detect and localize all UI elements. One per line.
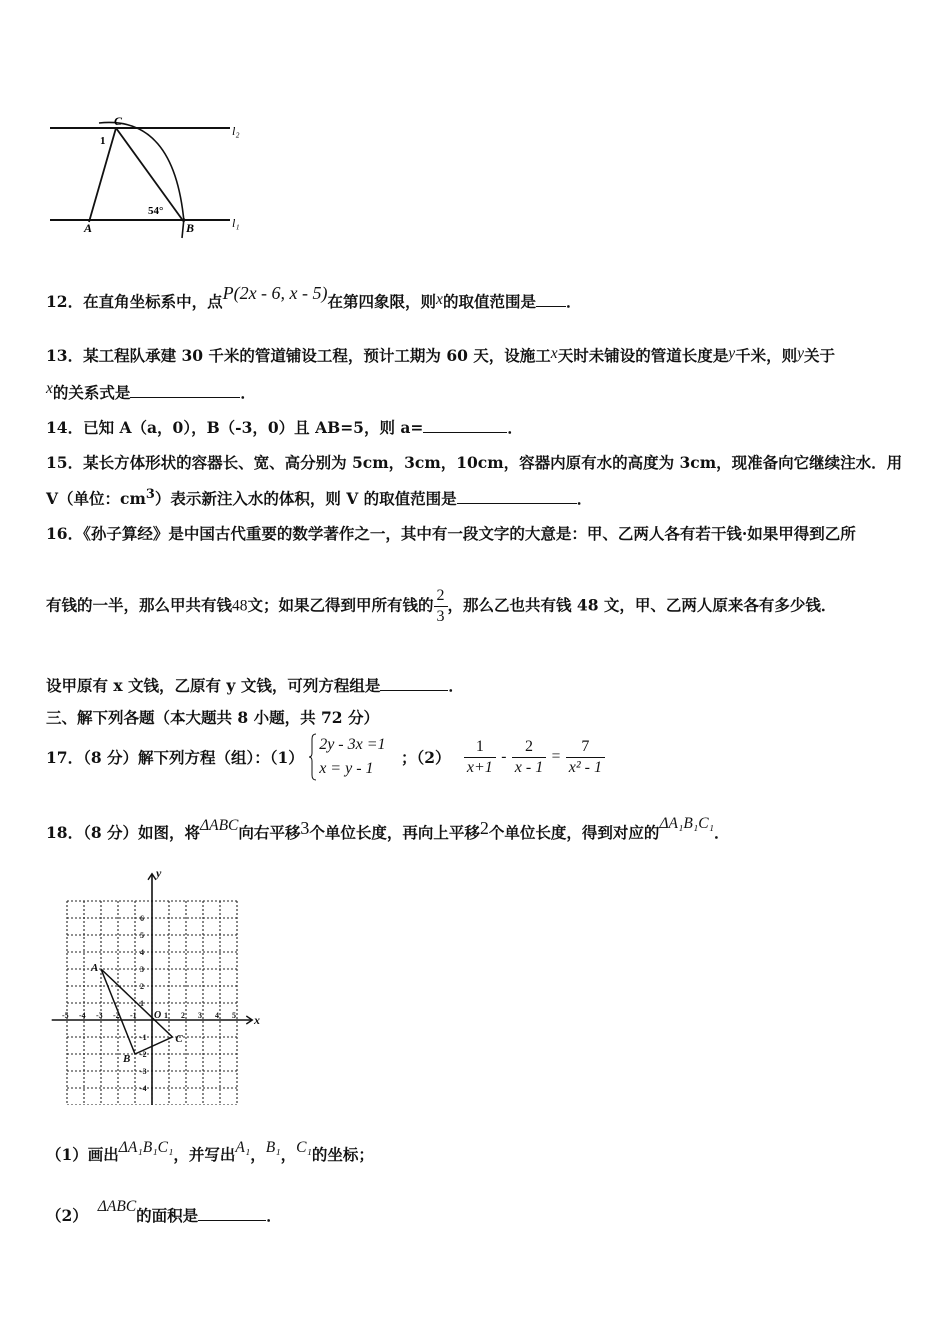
x-tick-label: -4 xyxy=(79,1011,86,1020)
minus-sign: - xyxy=(501,748,507,765)
q16-l2a: 有钱的一半，那么甲共有钱 xyxy=(46,595,233,615)
q18-c: 个单位长度，再向上平移 xyxy=(309,823,480,842)
equation-system xyxy=(309,733,385,781)
y-tick-label: 6 xyxy=(140,914,144,923)
system-eq-1: 2y - 3x =1 xyxy=(319,736,386,753)
q12-tail: 的取值范围是 xyxy=(442,292,536,311)
answer-blank[interactable] xyxy=(130,383,240,398)
q13-end: ． xyxy=(240,383,256,402)
f1-den: x+1 xyxy=(466,758,493,776)
q18-2-b: 的面积是 xyxy=(136,1206,199,1225)
question-12 xyxy=(46,283,582,312)
q12-end: ． xyxy=(565,292,582,311)
q18-a: 18．（8 分）如图，将 xyxy=(46,823,201,842)
answer-blank[interactable] xyxy=(536,292,566,307)
y-tick-label: 1 xyxy=(140,999,144,1008)
question-16-line3 xyxy=(46,674,464,696)
question-18-part-2 xyxy=(46,1198,282,1226)
answer-blank[interactable] xyxy=(198,1206,266,1221)
q18-1-a: （1）画出 xyxy=(46,1145,119,1164)
question-18 xyxy=(46,815,730,843)
q15-l2a: V（单位：cm xyxy=(46,489,146,509)
question-13-line2 xyxy=(46,381,256,403)
x-tick-label: -1 xyxy=(130,1011,137,1020)
q13-y2: y xyxy=(797,345,804,362)
q15-end: ． xyxy=(576,489,593,509)
point-c1: C₁ xyxy=(296,1139,312,1156)
fraction-3 xyxy=(566,737,605,778)
y-tick-label: 4 xyxy=(140,948,144,957)
fraction-1 xyxy=(464,737,496,778)
triangle-abc-part2: ΔABC xyxy=(97,1198,137,1215)
q12-mid: 在第四象限，则 xyxy=(327,292,437,311)
y-axis-label: y xyxy=(156,870,162,881)
label-C: C xyxy=(114,114,123,128)
y-tick-label: 2 xyxy=(140,982,144,991)
q12-text: 12．在直角坐标系中，点 xyxy=(46,292,223,311)
frac-num: 2 xyxy=(434,586,448,607)
parallel-lines-figure xyxy=(44,110,254,245)
point-b1: B₁ xyxy=(265,1139,281,1156)
y-tick-label: -3 xyxy=(140,1067,147,1076)
triangle-a1b1c1-part1: ΔA₁B₁C₁ xyxy=(118,1139,174,1156)
q14-text: 14．已知 A（a，0），B（-3，0）且 AB=5，则 a= xyxy=(46,418,424,437)
question-15 xyxy=(46,451,902,473)
x-tick-label: 2 xyxy=(181,1011,185,1020)
brace-icon xyxy=(309,733,317,781)
question-15-line2 xyxy=(46,487,592,509)
x-axis-label: x xyxy=(254,1013,260,1027)
point-p-expression: P(2x - 6, x - 5) xyxy=(222,283,328,303)
label-l1: l₁ xyxy=(232,216,240,230)
x-tick-label: 3 xyxy=(198,1011,202,1020)
question-17 xyxy=(46,733,605,781)
origin-label: O xyxy=(154,1010,162,1021)
q18-d: 个单位长度，得到对应的 xyxy=(488,823,660,842)
q18-b: 向右平移 xyxy=(238,823,301,842)
x-tick-label: 4 xyxy=(215,1011,219,1020)
label-B: B xyxy=(186,221,195,235)
q17-head: 17．（8 分）解下列方程（组）：（1） xyxy=(46,748,304,767)
vertex-a-label: A xyxy=(91,962,99,974)
q18-end: ． xyxy=(713,823,730,842)
question-16-line2 xyxy=(46,586,836,627)
y-tick-label: -4 xyxy=(140,1084,147,1093)
q18-2: 2 xyxy=(479,818,489,838)
fraction-two-thirds xyxy=(434,586,448,627)
q15-l1: 15．某长方体形状的容器长、宽、高分别为 5cm，3cm，10cm，容器内原有水的高度为 3cm，现准备向它继续注水．用 xyxy=(46,453,903,472)
equals-sign: = xyxy=(551,748,561,765)
q18-2-end: ． xyxy=(266,1206,282,1225)
triangle-a1b1c1: ΔA₁B₁C₁ xyxy=(659,815,714,832)
question-13 xyxy=(46,344,835,366)
system-eq-2: x = y - 1 xyxy=(319,760,374,777)
q16-48: 48 xyxy=(232,597,248,615)
question-18-part-1: （1）画出ΔA₁B₁C₁，并写出A₁，B₁，C₁的坐标； xyxy=(46,1139,374,1164)
x-tick-label: 1 xyxy=(164,1011,168,1020)
label-angle-1: 1 xyxy=(100,135,106,147)
y-tick-label: 5 xyxy=(140,931,144,940)
label-l2: l₂ xyxy=(232,124,240,138)
y-tick-label: -1 xyxy=(140,1033,147,1042)
y-tick-label: 3 xyxy=(140,965,144,974)
triangle-abc-shape xyxy=(101,969,172,1054)
answer-blank[interactable] xyxy=(457,489,577,504)
x-tick-label: 5 xyxy=(232,1011,236,1020)
q13-p1: 13．某工程队承建 30 千米的管道铺设工程，预计工期为 60 天，设施工 xyxy=(46,346,551,365)
q12-var: x xyxy=(436,291,443,308)
f3-num: 7 xyxy=(566,737,605,758)
section-3-title: 三、解下列各题（本大题共 8 小题，共 72 分） xyxy=(46,708,379,727)
x-tick-label: -5 xyxy=(62,1011,69,1020)
f3-den: x² - 1 xyxy=(568,758,603,776)
q18-1-c: 的坐标； xyxy=(311,1145,374,1164)
q13-p4: 关于 xyxy=(804,346,836,365)
q13-p5: 的关系式是 xyxy=(52,383,131,402)
q13-p2: 天时未铺设的管道长度是 xyxy=(557,346,729,365)
f1-num: 1 xyxy=(464,737,496,758)
q18-1-b: ，并写出 xyxy=(173,1145,236,1164)
f2-den: x - 1 xyxy=(514,758,544,776)
q15-l2b: ）表示新注入水的体积，则 V 的取值范围是 xyxy=(154,489,457,509)
frac-den: 3 xyxy=(436,608,445,625)
q18-2-a: （2） xyxy=(46,1206,88,1225)
f2-num: 2 xyxy=(512,737,546,758)
q16-end: ． xyxy=(448,676,464,695)
q13-y: y xyxy=(728,345,736,362)
question-14 xyxy=(46,416,523,438)
q14-end: ． xyxy=(507,418,523,437)
q15-sup: 3 xyxy=(145,487,155,502)
x-tick-label: -2 xyxy=(113,1011,120,1020)
q16-l2c: ，那么乙也共有钱 48 文，甲、乙两人原来各有多少钱． xyxy=(447,595,837,615)
vertex-b-label: B xyxy=(123,1053,131,1065)
section-heading xyxy=(46,706,379,728)
q13-x2: x xyxy=(46,380,53,397)
x-tick-label: -3 xyxy=(96,1011,103,1020)
answer-blank[interactable] xyxy=(380,676,448,691)
question-16 xyxy=(46,522,856,544)
label-A: A xyxy=(84,221,93,235)
q18-3: 3 xyxy=(300,818,310,838)
triangle-abc: ΔABC xyxy=(200,817,239,834)
q17-sep: ；（2） xyxy=(400,748,451,767)
q16-l1: 16．《孙子算经》是中国古代重要的数学著作之一，其中有一段文字的大意是：甲、乙两人各有若干钱·如果甲得到乙所 xyxy=(46,524,856,543)
point-a1: A₁ xyxy=(235,1139,251,1156)
q16-l3: 设甲原有 x 文钱，乙原有 y 文钱，可列方程组是 xyxy=(46,676,381,695)
answer-blank[interactable] xyxy=(423,418,507,433)
coordinate-grid[interactable] xyxy=(44,870,269,1105)
fraction-2 xyxy=(512,737,546,778)
q13-p3: 千米，则 xyxy=(735,346,798,365)
y-tick-label: -2 xyxy=(140,1050,147,1059)
q16-l2b: 文；如果乙得到甲所有钱的 xyxy=(247,595,434,615)
vertex-c-label: C xyxy=(175,1033,183,1045)
q13-x: x xyxy=(550,345,558,362)
label-angle-54: 54° xyxy=(148,205,164,217)
